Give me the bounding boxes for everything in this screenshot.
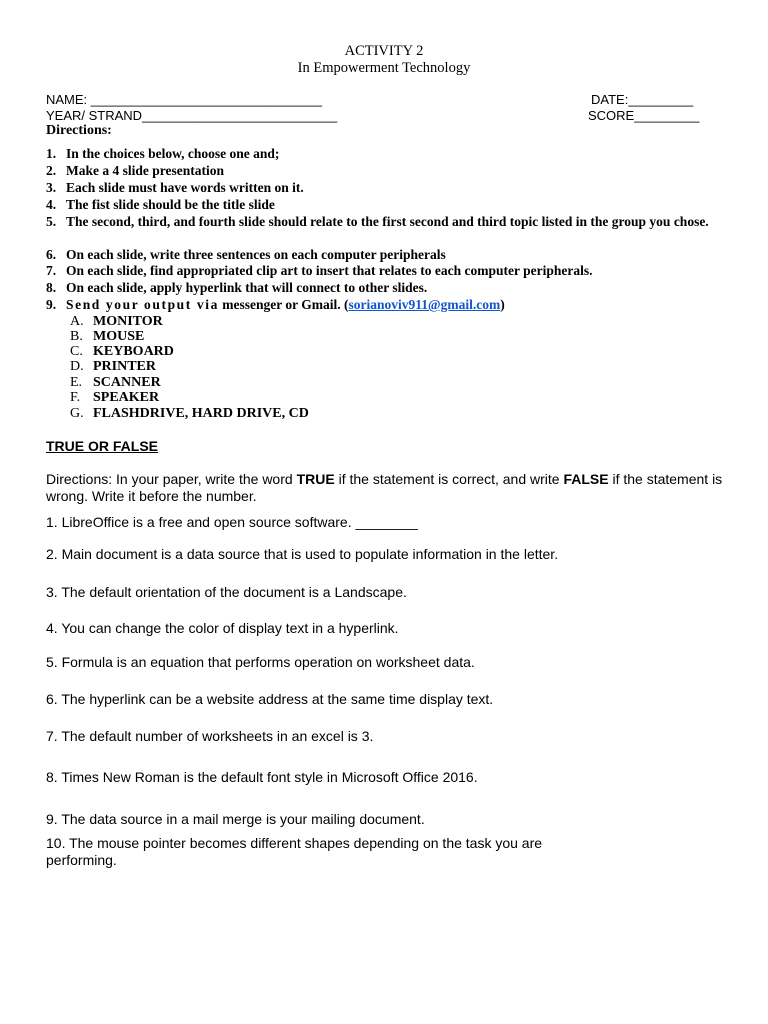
direction-step [46, 263, 592, 279]
step-text: In the choices below, choose one and; [66, 146, 280, 161]
email-link[interactable]: sorianoviv911@gmail.com [348, 297, 501, 312]
question-item: 7. The default number of worksheets in an excel is 3. [46, 728, 374, 744]
choice-letter: E. [70, 375, 83, 390]
step-number: 9. [46, 297, 57, 312]
step-number: 1. [46, 146, 57, 161]
step-text-rest: messenger or Gmail. ( [218, 297, 349, 312]
step-text: On each slide, find appropriated clip art to insert that relates to each computer peripherals. [66, 263, 593, 278]
name-field: NAME: ________________________________ [46, 92, 323, 107]
step-number: 8. [46, 280, 57, 295]
step-number: 7. [46, 263, 57, 278]
step-text: The fist slide should be the title slide [66, 197, 275, 212]
step-number: 4. [46, 197, 57, 212]
step-number: 5. [46, 214, 57, 229]
choice-text: MONITOR [93, 314, 163, 329]
choice-letter: D. [70, 359, 84, 374]
date-field: DATE:_________ [591, 92, 694, 107]
choice-letter: C. [70, 344, 83, 359]
step-text: Make a 4 slide presentation [66, 163, 224, 178]
question-item: 5. Formula is an equation that performs operation on worksheet data. [46, 654, 475, 670]
step-text: On each slide, apply hyperlink that will connect to other slides. [66, 280, 428, 295]
step-text: The second, third, and fourth slide should relate to the first second and third topic listed in the group you chose. [66, 214, 709, 229]
direction-step [46, 297, 505, 313]
step-text: Each slide must have words written on it. [66, 180, 304, 195]
choice-item [70, 329, 144, 345]
direction-step [46, 280, 427, 296]
tf-dir-pre: Directions: In your paper, write the word [46, 471, 297, 487]
step-number: 2. [46, 163, 57, 178]
tf-dir-post: if the statement is wrong. Write it before the number. [46, 471, 723, 504]
choice-letter: F. [70, 390, 81, 405]
choice-item [70, 314, 163, 330]
question-item: 10. The mouse pointer becomes different shapes depending on the task you are performing. [46, 835, 543, 868]
direction-step [46, 146, 279, 162]
choice-text: PRINTER [93, 359, 157, 374]
question-item: 8. Times New Roman is the default font style in Microsoft Office 2016. [46, 769, 478, 785]
choice-text: KEYBOARD [93, 344, 174, 359]
choice-letter: A. [70, 314, 84, 329]
true-false-directions [46, 471, 726, 505]
step-number: 3. [46, 180, 57, 195]
direction-step [46, 213, 716, 230]
false-word: FALSE [563, 471, 609, 487]
choice-item [70, 344, 174, 360]
true-word: TRUE [296, 471, 335, 487]
true-false-heading: TRUE OR FALSE [46, 438, 159, 454]
step-number: 6. [46, 247, 57, 262]
step-text: On each slide, write three sentences on each computer peripherals [66, 247, 446, 262]
question-item: 3. The default orientation of the document is a Landscape. [46, 584, 407, 600]
choice-item [70, 375, 161, 391]
tf-dir-mid: if the statement is correct, and write [334, 471, 564, 487]
choice-text: SPEAKER [93, 390, 160, 405]
question-item: 4. You can change the color of display text in a hyperlink. [46, 620, 399, 636]
direction-step [46, 197, 275, 213]
year-strand-field: YEAR/ STRAND___________________________ [46, 108, 338, 123]
choice-item [70, 390, 159, 406]
direction-step [46, 180, 304, 196]
direction-step [46, 247, 446, 263]
choice-text: MOUSE [93, 329, 145, 344]
direction-step [46, 163, 224, 179]
step-text-close: ) [500, 297, 505, 312]
step-text-send: Send your output via [66, 297, 219, 312]
question-item: 9. The data source in a mail merge is your mailing document. [46, 811, 425, 827]
score-field: SCORE_________ [588, 108, 700, 123]
document-title: ACTIVITY 2 [344, 43, 424, 59]
choice-item [70, 359, 156, 375]
question-item: 1. LibreOffice is a free and open source software. ________ [46, 514, 418, 530]
document-subtitle: In Empowerment Technology [297, 60, 471, 76]
question-item: 2. Main document is a data source that is used to populate information in the letter. [46, 546, 559, 562]
question-item: 6. The hyperlink can be a website address at the same time display text. [46, 691, 494, 707]
choice-text: SCANNER [93, 375, 161, 390]
choice-text: FLASHDRIVE, HARD DRIVE, CD [93, 406, 309, 421]
choice-letter: G. [70, 406, 84, 421]
choice-item [70, 406, 309, 422]
choice-letter: B. [70, 329, 83, 344]
directions-heading: Directions: [46, 123, 112, 138]
